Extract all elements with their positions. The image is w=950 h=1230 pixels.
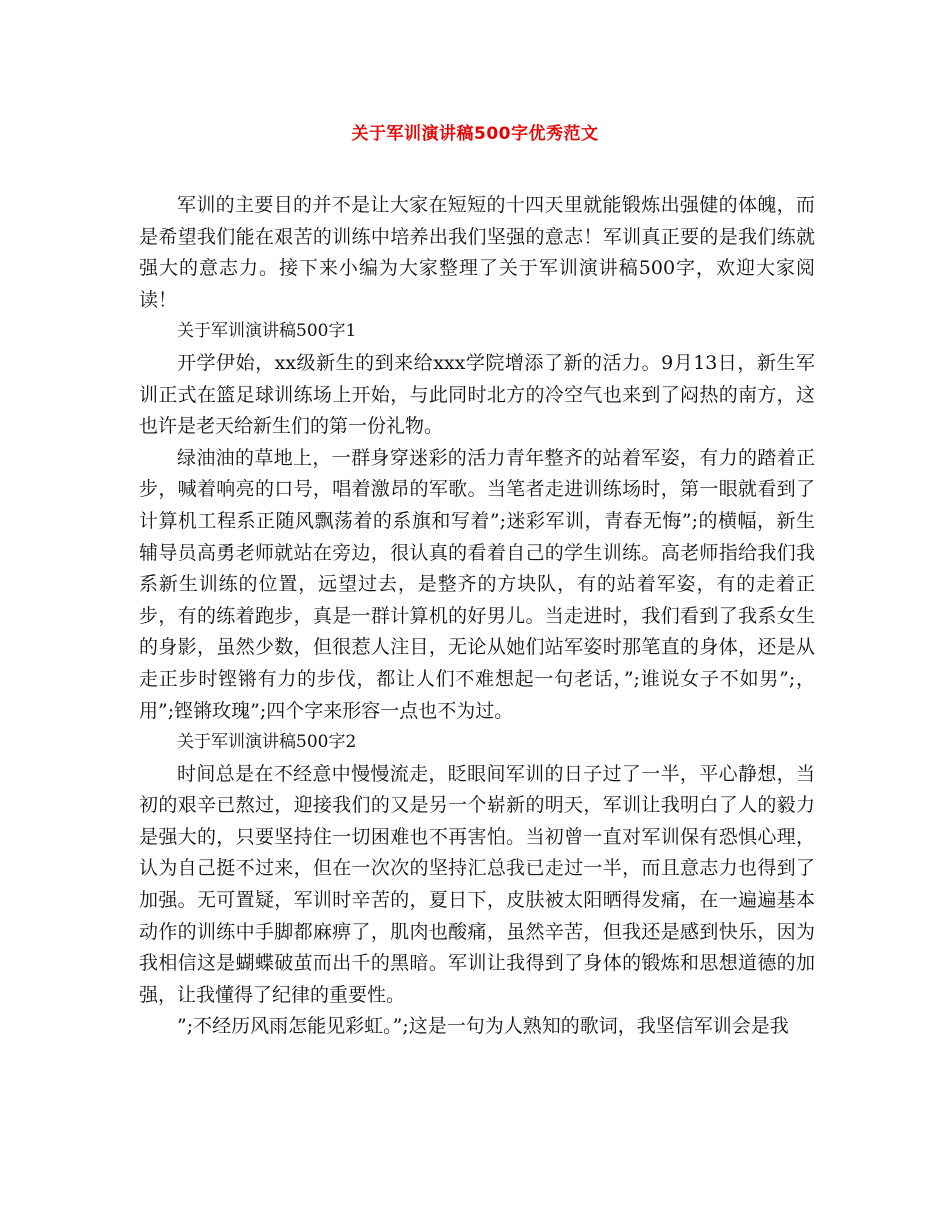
section1-heading: 关于军训演讲稿500字1 <box>177 321 357 342</box>
intro-paragraph: 军训的主要目的并不是让大家在短短的十四天里就能锻炼出强健的体魄，而是希望我们能在艰苦的训练中培养出我们坚强的意志！军训真正要的是我们练就强大的意志力。接下来小编为大家整理了关于军训演讲稿500字，欢迎大家阅读！ <box>139 194 815 311</box>
document-title: 关于军训演讲稿500字优秀范文 <box>351 124 599 144</box>
section2-heading: 关于军训演讲稿500字2 <box>177 732 357 753</box>
section1-paragraph-2: 绿油油的草地上，一群身穿迷彩的活力青年整齐的站着军姿，有力的踏着正步，喊着响亮的口号，唱着激昂的军歌。当笔者走进训练场时，第一眼就看到了计算机工程系正随风飘荡着的系旗和写着”;迷彩军训，青春无悔”;的横幅，新生辅导员高勇老师就站在旁边，很认真的看着自己的学生训练。高老师指给我们我系新生训练的位置，远望过去，是整齐的方块队，有的站着军姿，有的走着正步，有的练着跑步，真是一群计算机的好男儿。当走进时，我们看到了我系女生的身影，虽然少数，但很惹人注目，无论从她们站军姿时那笔直的身体，还是从走正步时铿锵有力的步伐，都让人们不难想起一句老话，”;谁说女子不如男”;，用”;铿锵玫瑰”;四个字来形容一点也不为过。 <box>139 446 815 722</box>
document-body <box>139 190 815 1043</box>
section2-paragraph-1: 时间总是在不经意中慢慢流走，眨眼间军训的日子过了一半，平心静想，当初的艰辛已熬过，迎接我们的又是另一个崭新的明天，军训让我明白了人的毅力是强大的，只要坚持住一切困难也不再害怕。当初曾一直对军训保有恐惧心理，认为自己挺不过来，但在一次次的坚持汇总我已走过一半，而且意志力也得到了加强。无可置疑，军训时辛苦的，夏日下，皮肤被太阳晒得发痛，在一遍遍基本动作的训练中手脚都麻痹了，肌肉也酸痛，虽然辛苦，但我还是感到快乐，因为我相信这是蝴蝶破茧而出千的黑暗。军训让我得到了身体的锻炼和思想道德的加强，让我懂得了纪律的重要性。 <box>139 762 815 1006</box>
section1-paragraph-1: 开学伊始，xx级新生的到来给xxx学院增添了新的活力。9月13日，新生军训正式在篮足球训练场上开始，与此同时北方的冷空气也来到了闷热的南方，这也许是老天给新生们的第一份礼物。 <box>139 351 815 438</box>
section2-paragraph-2: ”;不经历风雨怎能见彩虹。”;这是一句为人熟知的歌词，我坚信军训会是我 <box>177 1015 789 1038</box>
